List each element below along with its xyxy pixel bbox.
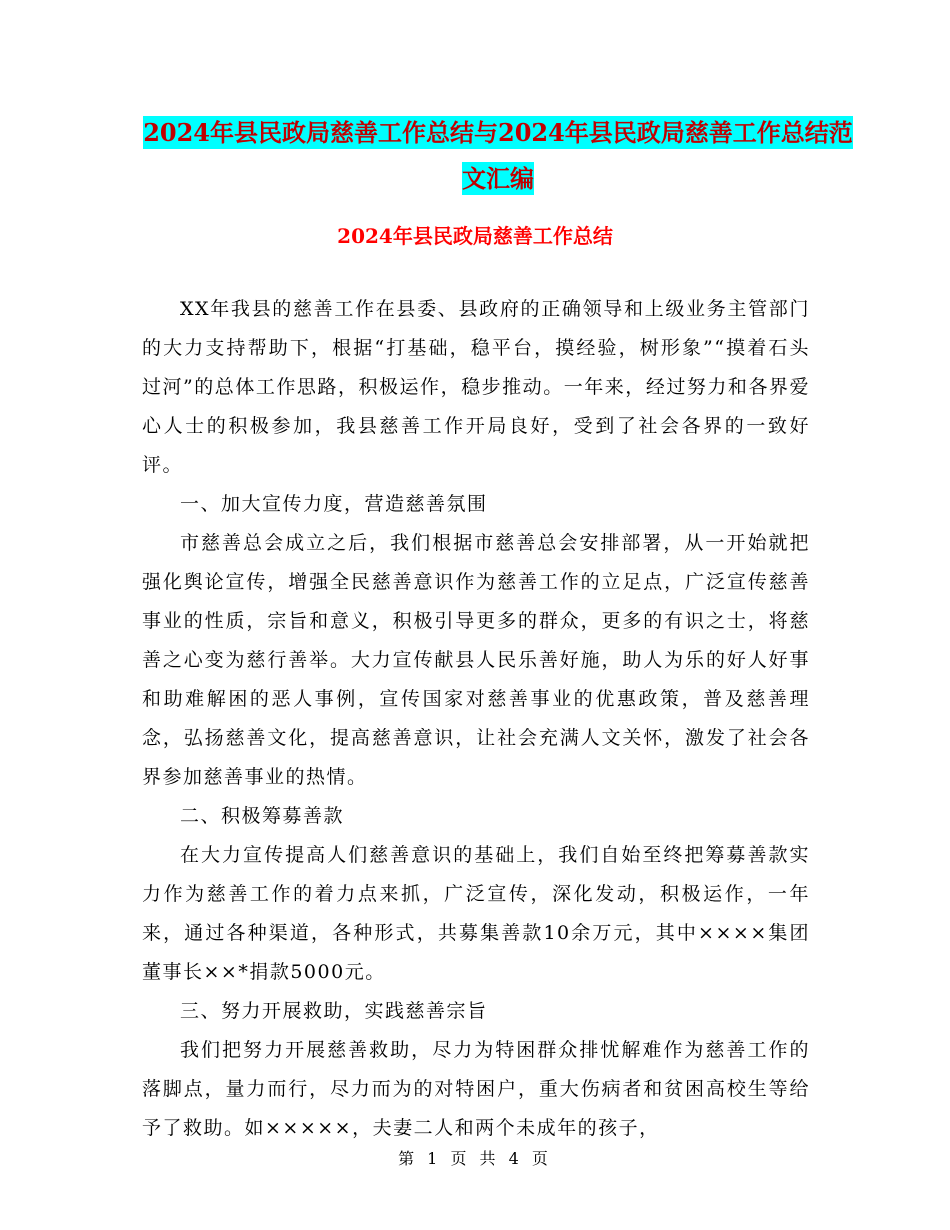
document-body: [142, 290, 810, 1148]
heading-relief: 三、努力开展救助，实践慈善宗旨: [180, 1000, 488, 1022]
paragraph-intro: XX年我县的慈善工作在县委、县政府的正确领导和上级业务主管部门的大力支持帮助下，根据“打基础，稳平台，摸经验，树形象”“摸着石头过河”的总体工作思路，积极运作，稳步推动。一年来，经过努力和各界爱心人士的积极参加，我县慈善工作开局良好，受到了社会各界的一致好评。: [142, 298, 810, 476]
heading-fundraising: 二、积极筹募善款: [180, 805, 345, 827]
document-title: [140, 110, 856, 202]
section-title: 2024年县民政局慈善工作总结: [337, 224, 613, 248]
heading-publicity: 一、加大宣传力度，营造慈善氛围: [180, 493, 488, 515]
page-footer: 第 1 页 共 4 页: [398, 1149, 552, 1168]
document-title-highlight: 2024年县民政局慈善工作总结与2024年县民政局慈善工作总结范文汇编: [143, 118, 853, 193]
paragraph-publicity: 市慈善总会成立之后，我们根据市慈善总会安排部署，从一开始就把强化舆论宣传，增强全民慈善意识作为慈善工作的立足点，广泛宣传慈善事业的性质，宗旨和意义，积极引导更多的群众，更多的有识之士，将慈善之心变为慈行善举。大力宣传献县人民乐善好施，助人为乐的好人好事和助难解困的恶人事例，宣传国家对慈善事业的优惠政策，普及慈善理念，弘扬慈善文化，提高慈善意识，让社会充满人文关怀，激发了社会各界参加慈善事业的热情。: [142, 532, 810, 788]
paragraph-fundraising: 在大力宣传提高人们慈善意识的基础上，我们自始至终把筹募善款实力作为慈善工作的着力点来抓，广泛宣传，深化发动，积极运作，一年来，通过各种渠道，各种形式，共募集善款10余万元，其中××××集团董事长××*捐款5000元。: [142, 844, 810, 983]
paragraph-relief: 我们把努力开展慈善救助，尽力为特困群众排忧解难作为慈善工作的落脚点，量力而行，尽力而为的对特困户，重大伤病者和贫困高校生等给予了救助。如×××××，夫妻二人和两个未成年的孩子，: [142, 1039, 810, 1139]
